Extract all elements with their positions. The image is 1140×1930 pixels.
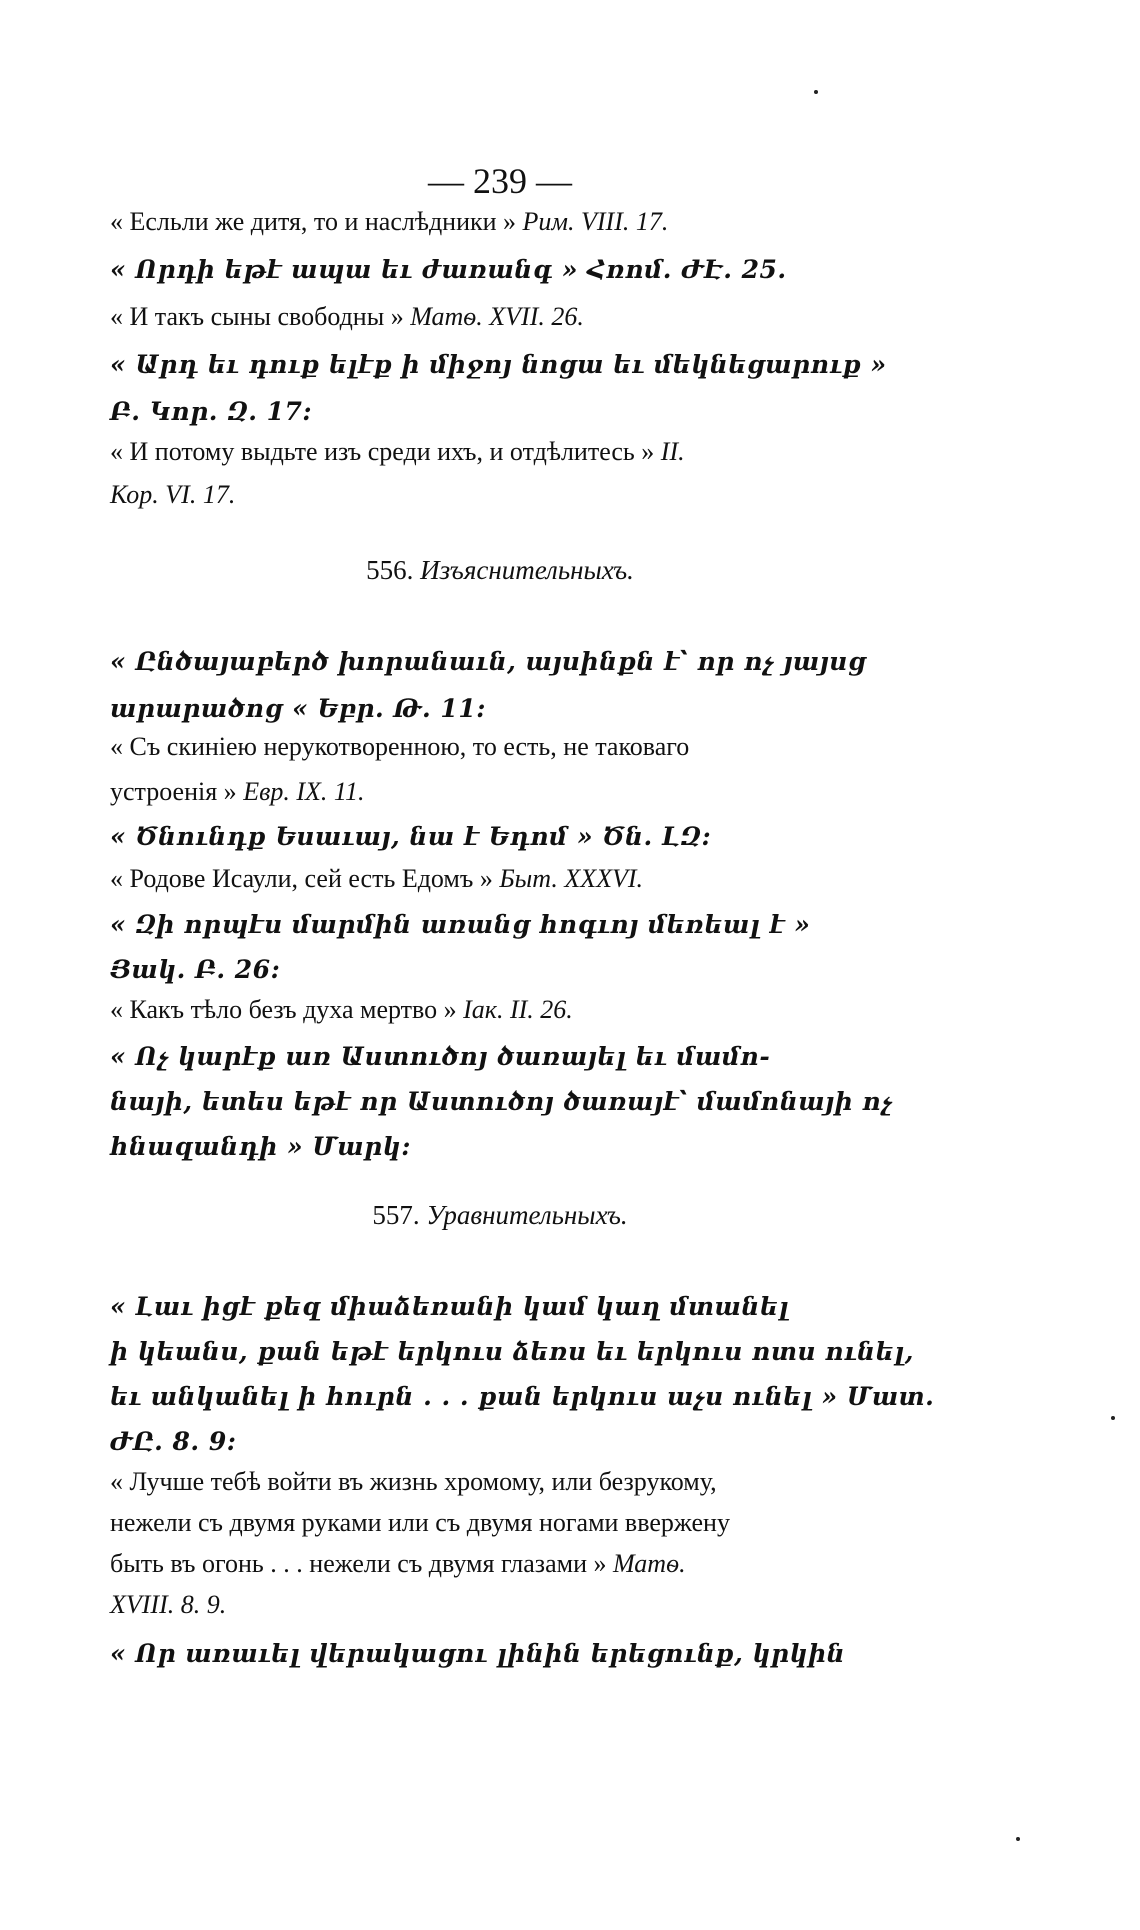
text-line-11: устроенія » Евр. IX. 11.: [110, 777, 365, 806]
text-line-22: եւ անկանել ի հուրն . . . քան երկուս աչս ունել » Մատ.: [110, 1382, 935, 1411]
text-line-9: արարածոց « Եբր. Թ. 11:: [110, 694, 486, 723]
text-line-13: « Родове Исаули, сей есть Едомъ » Быт. XXXVI.: [110, 864, 644, 893]
text-line-16: « Какъ тѣло безъ духа мертво » Іак. II. 26.: [110, 995, 573, 1024]
text-line-15: Յակ. Բ. 26:: [110, 955, 281, 984]
text-line-5: Բ. Կոր. Զ. 17:: [110, 397, 313, 426]
section-heading-557: 557. Уравнительныхъ.: [372, 1200, 628, 1230]
text-line-8: « Ընծայաբերծ խորանաւն, այսինքն է՝ որ ոչ յայսց: [110, 647, 867, 676]
text-line-28: « Որ առաւել վերակացու լինին երեցունք, կրկին: [110, 1639, 846, 1668]
text-line-24: « Лучше тебѣ войти въ жизнь хромому, или безрукому,: [110, 1467, 717, 1496]
text-line-23: ԺԸ. 8. 9:: [110, 1427, 237, 1456]
text-line-20: « Լաւ իցէ քեզ միաձեռանի կամ կաղ մտանել: [110, 1292, 790, 1321]
text-line-10: « Съ скиніею нерукотворенною, то есть, не таковаго: [110, 732, 690, 761]
text-line-2: « Որդի եթէ ապա եւ ժառանգ » Հռոմ. ԺԷ. 25.: [110, 255, 787, 284]
text-line-3: « И такъ сыны свободны » Матѳ. XVII. 26.: [110, 302, 584, 331]
text-line-17: « Ոչ կարէք առ Աստուծոյ ծառայել եւ մամո-: [110, 1042, 771, 1071]
text-line-14: « Զի որպէս մարմին առանց հոգւոյ մեռեալ է »: [110, 910, 811, 939]
text-line-19: հնազանդի » Մարկ:: [110, 1132, 411, 1161]
text-line-27: XVIII. 8. 9.: [110, 1590, 227, 1619]
text-line-1: « Есльли же дитя, то и наслѣдники » Рим. VIII. 17.: [110, 207, 669, 236]
text-line-21: ի կեանս, քան եթէ երկուս ձեռս եւ երկուս ոտս ունել,: [110, 1337, 914, 1366]
text-line-7: Кор. VI. 17.: [110, 480, 236, 509]
scan-speck: [1111, 1416, 1115, 1420]
text-line-18: նայի, ետես եթէ որ Աստուծոյ ծառայէ՝ մամոնայի ոչ: [110, 1087, 893, 1116]
text-line-26: быть въ огонь . . . нежели съ двумя глазами » Матѳ.: [110, 1549, 686, 1578]
scan-speck: [814, 90, 818, 94]
page-number: — 239 —: [428, 161, 572, 201]
text-line-25: нежели съ двумя руками или съ двумя ногами ввержену: [110, 1508, 730, 1537]
text-line-12: « Ծնունդք Եսաւայ, նա է Եդոմ » Ծն. ԼԶ:: [110, 822, 712, 851]
text-line-4: « Արդ եւ դուք ելէք ի միջոյ նոցա եւ մեկնեցարուք »: [110, 350, 887, 379]
section-heading-556: 556. Изъяснительныхъ.: [366, 555, 634, 585]
scan-speck: [1016, 1837, 1020, 1841]
text-line-6: « И потому выдьте изъ среди ихъ, и отдѣлитесь » II.: [110, 437, 685, 466]
